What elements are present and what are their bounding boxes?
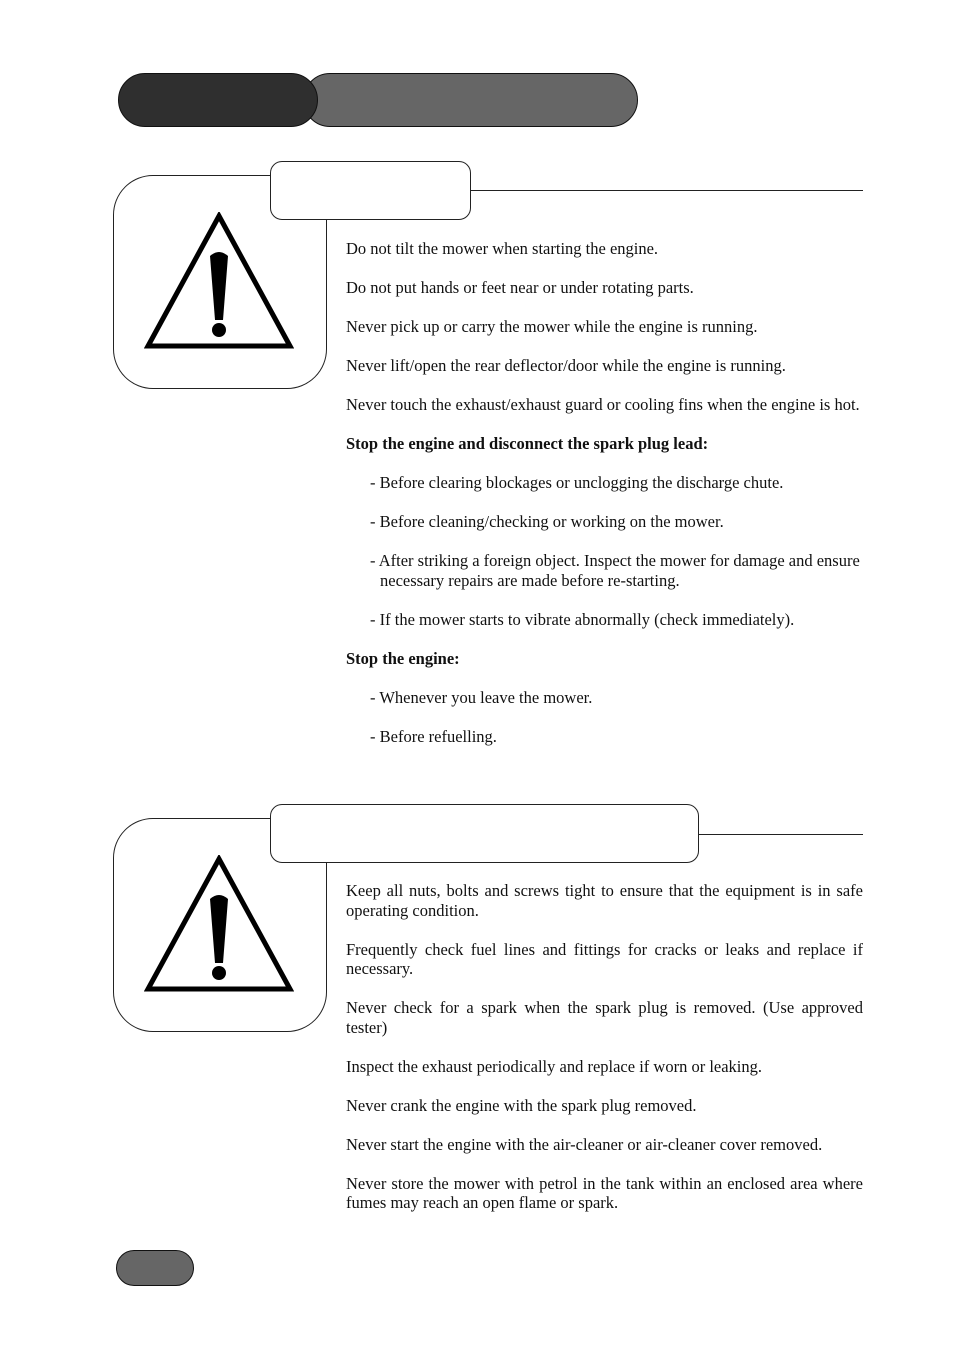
section-heading-tab-1 bbox=[270, 161, 471, 220]
list-item: - Whenever you leave the mower. bbox=[370, 687, 593, 707]
paragraph: Inspect the exhaust periodically and replace if worn or leaking. bbox=[346, 1056, 763, 1076]
list-item: - Before clearing blockages or unclogging the discharge chute. bbox=[370, 473, 784, 492]
paragraph: Do not put hands or feet near or under rotating parts. bbox=[346, 278, 694, 297]
page-number-badge bbox=[116, 1250, 194, 1286]
list-item: - If the mower starts to vibrate abnormally (check immediately). bbox=[370, 609, 795, 629]
paragraph: Never touch the exhaust/exhaust guard or cooling fins when the engine is hot. bbox=[346, 395, 860, 414]
paragraph: Never start the engine with the air-cleaner or air-cleaner cover removed. bbox=[346, 1134, 823, 1154]
list-item: - Before cleaning/checking or working on the mower. bbox=[370, 512, 724, 531]
section1-text bbox=[346, 239, 863, 766]
section-heading-tab-2 bbox=[270, 804, 699, 863]
header-chapter-tab bbox=[118, 73, 318, 127]
heading-rule-2 bbox=[698, 834, 863, 835]
paragraph: Never store the mower with petrol in the tank within an enclosed area where fumes may reach an open flame or spark. bbox=[346, 1173, 863, 1212]
paragraph: Never lift/open the rear deflector/door while the engine is running. bbox=[346, 356, 786, 375]
paragraph: Frequently check fuel lines and fittings for cracks or leaks and replace if necessary. bbox=[346, 939, 863, 978]
paragraph: Never pick up or carry the mower while the engine is running. bbox=[346, 317, 758, 336]
paragraph: Do not tilt the mower when starting the engine. bbox=[346, 239, 659, 258]
paragraph: Never check for a spark when the spark plug is removed. (Use approved tester) bbox=[346, 998, 863, 1037]
heading-rule-1 bbox=[470, 190, 863, 191]
list-item: - Before refuelling. bbox=[370, 726, 497, 746]
paragraph: Never crank the engine with the spark plug removed. bbox=[346, 1095, 697, 1115]
section2-text bbox=[346, 881, 863, 1232]
list-item: - After striking a foreign object. Inspect the mower for damage and ensure necessary repairs are made before re-starting. bbox=[370, 551, 860, 590]
warning-triangle-icon bbox=[144, 212, 294, 350]
paragraph: Keep all nuts, bolts and screws tight to ensure that the equipment is in safe operating condition. bbox=[346, 881, 863, 920]
subheading: Stop the engine: bbox=[346, 648, 460, 668]
subheading: Stop the engine and disconnect the spark plug lead: bbox=[346, 434, 709, 453]
warning-triangle-icon bbox=[144, 855, 294, 993]
header-section-tab bbox=[303, 73, 638, 127]
